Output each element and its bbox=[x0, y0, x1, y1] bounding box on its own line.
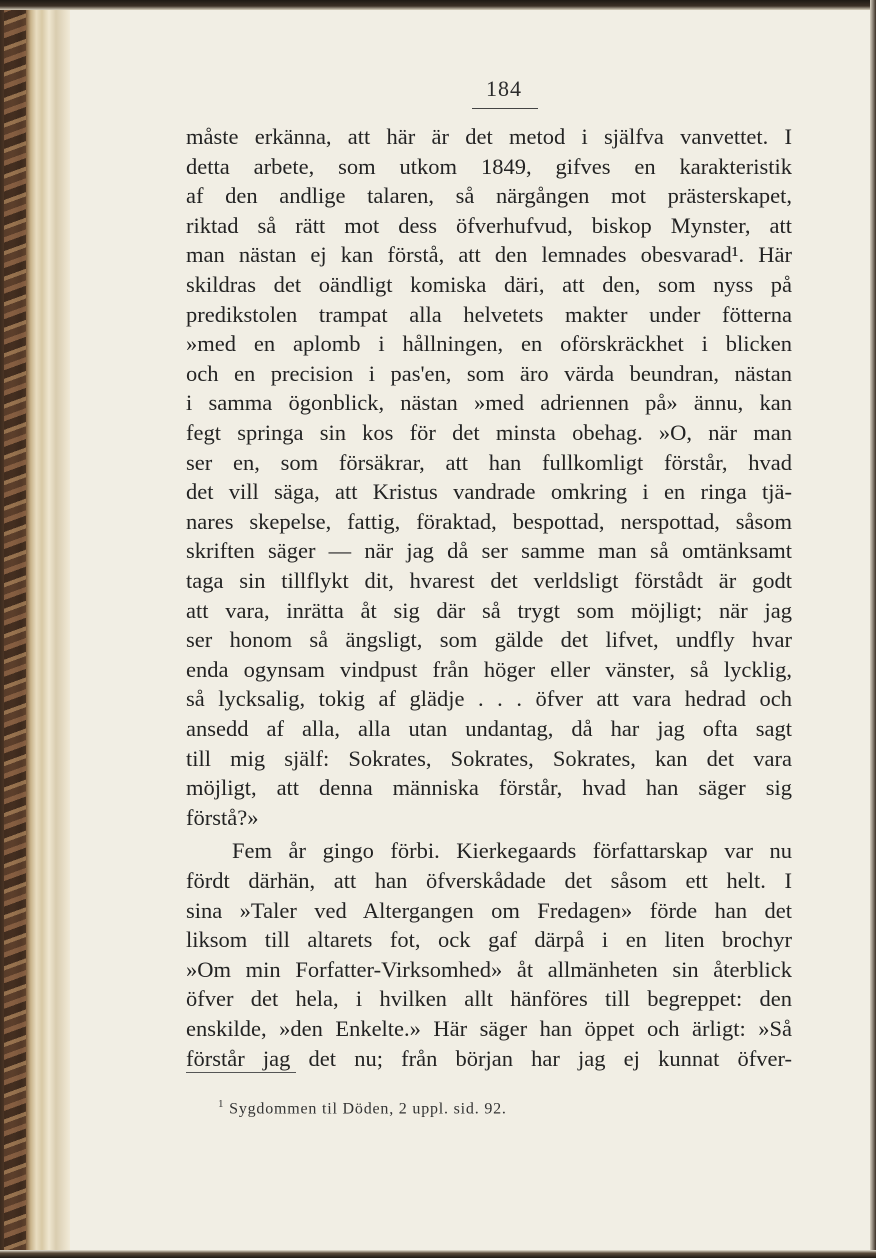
text-line: »Om min Forfatter-Virksomhed» åt allmänheten sin återblick bbox=[186, 956, 792, 982]
text-line: enskilde, »den Enkelte.» Här säger han öppet och ärligt: »Så bbox=[186, 1016, 792, 1041]
page-number-rule bbox=[472, 108, 538, 109]
page-top-shadow bbox=[0, 0, 876, 10]
book-binding-edge bbox=[0, 0, 70, 1258]
footnote-rule bbox=[186, 1072, 296, 1073]
text-line: sina »Taler ved Altergangen om Fredagen» förde han det bbox=[186, 897, 792, 923]
text-line: till mig själf: Sokrates, Sokrates, Sokrates, kan det vara bbox=[186, 745, 792, 771]
text-line: nares skepelse, fattig, föraktad, bespottad, nerspottad, såsom bbox=[186, 508, 792, 534]
text-line: Fem år gingo förbi. Kierkegaards författarskap var nu bbox=[232, 838, 792, 864]
footnote bbox=[218, 1092, 618, 1121]
text-line: fördt därhän, att han öfverskådade det såsom ett helt. I bbox=[186, 868, 792, 893]
text-line: af den andlige talaren, så närgången mot prästerskapet, bbox=[186, 183, 792, 209]
text-line: ser en, som försäkrar, att han fullkomligt förstår, hvad bbox=[186, 449, 792, 475]
footnote-marker: 1 bbox=[218, 1098, 225, 1110]
text-line: fegt springa sin kos för det minsta obehag. »O, när man bbox=[186, 420, 792, 445]
text-line: man nästan ej kan förstå, att den lemnades obesvarad¹. Här bbox=[186, 242, 792, 268]
text-line: måste erkänna, att här är det metod i själfva vanvettet. I bbox=[186, 124, 792, 149]
text-line: riktad så rätt mot dess öfverhufvud, biskop Mynster, att bbox=[186, 212, 792, 238]
text-line: ser honom så ängsligt, som gälde det lifvet, undfly hvar bbox=[186, 627, 792, 653]
text-line: detta arbete, som utkom 1849, gifves en karakteristik bbox=[186, 153, 792, 179]
text-line: och en precision i pas'en, som äro värda beundran, nästan bbox=[186, 360, 792, 386]
text-line: förstå?» bbox=[186, 804, 259, 830]
text-line: att vara, inrätta åt sig där så trygt som möjligt; när jag bbox=[186, 597, 792, 623]
page-number: 184 bbox=[486, 76, 522, 101]
text-line: skildras det oändligt komiska däri, att den, som nyss på bbox=[186, 272, 792, 297]
text-line: predikstolen trampat alla helvetets makter under fötterna bbox=[186, 301, 792, 327]
text-line: det vill säga, att Kristus vandrade omkring i en ringa tjä- bbox=[186, 479, 792, 505]
text-line: möjligt, att denna människa förstår, hvad han säger sig bbox=[186, 775, 792, 801]
page-bottom-shadow bbox=[0, 1250, 876, 1258]
text-line: enda ogynsam vindpust från höger eller vänster, så lycklig, bbox=[186, 656, 792, 682]
text-line: så lycksalig, tokig af glädje . . . öfver att vara hedrad och bbox=[186, 686, 792, 712]
text-line: liksom till altarets fot, ock gaf därpå i en liten brochyr bbox=[186, 927, 792, 953]
page-right-shadow bbox=[870, 0, 876, 1258]
footnote-text: Sygdommen til Döden, 2 uppl. sid. 92. bbox=[229, 1100, 507, 1118]
text-line: »med en aplomb i hållningen, en oförskräckhet i blicken bbox=[186, 331, 792, 357]
text-line: i samma ögonblick, nästan »med adriennen på» ännu, kan bbox=[186, 390, 792, 416]
text-line: skriften säger — när jag då ser samme man så omtänksamt bbox=[186, 538, 792, 564]
text-line: taga sin tillflykt dit, hvarest det verldsligt förstådt är godt bbox=[186, 568, 792, 593]
text-line: öfver det hela, i hvilken allt hänföres till begreppet: den bbox=[186, 986, 792, 1012]
text-line: ansedd af alla, alla utan undantag, då har jag ofta sagt bbox=[186, 716, 792, 741]
text-line: förstår jag det nu; från början har jag ej kunnat öfver- bbox=[186, 1045, 792, 1071]
